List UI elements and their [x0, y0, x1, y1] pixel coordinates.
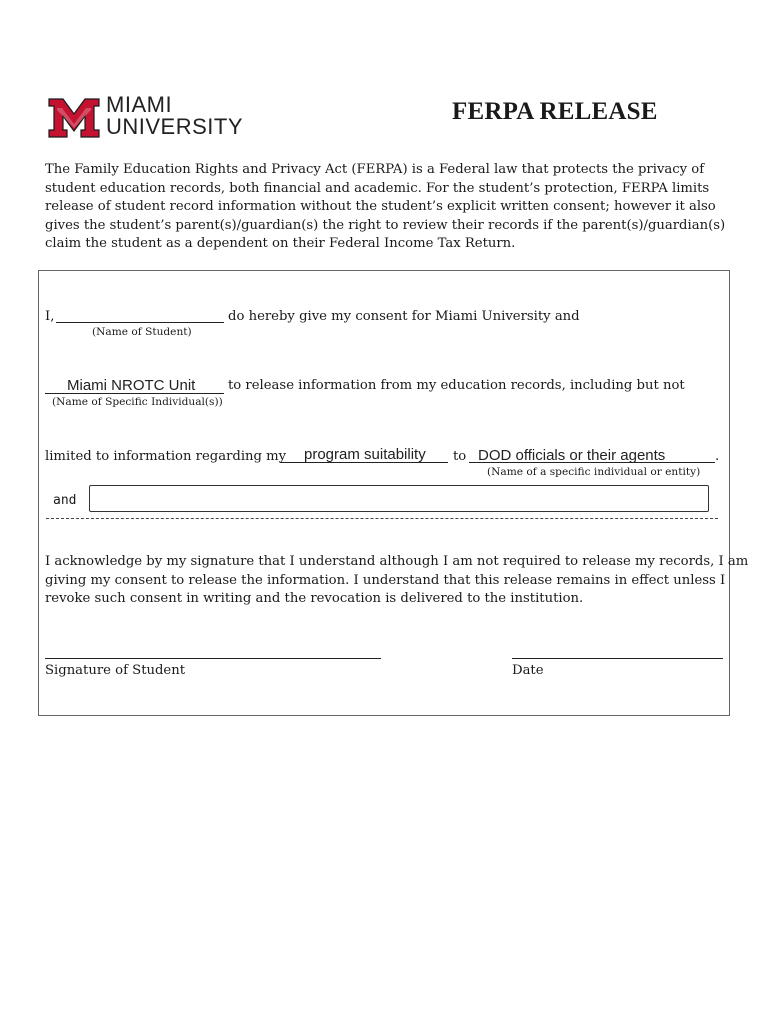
intro-paragraph [45, 161, 725, 254]
logo-text-university: UNIVERSITY [106, 114, 244, 139]
acknowledge-line: giving my consent to release the information. I understand that this release remains in effect unless I [45, 572, 726, 588]
student-name-caption: (Name of Student) [92, 326, 192, 338]
acknowledge-line: revoke such consent in writing and the revocation is delivered to the institution. [45, 591, 584, 607]
signature-label: Signature of Student [45, 663, 186, 678]
intro-line: student education records, both financial and academic. For the student’s protection, FERPA limits [45, 180, 710, 196]
line2-suffix: to release information from my education records, including but not [228, 378, 685, 393]
signature-field-line[interactable] [45, 658, 381, 659]
recipient-caption: (Name of a specific individual or entity) [487, 466, 701, 478]
intro-line: release of student record information without the student’s explicit written consent; however it also [45, 199, 716, 215]
date-label: Date [512, 663, 544, 678]
intro-line: claim the student as a dependent on their Federal Income Tax Return. [45, 236, 516, 252]
intro-line: The Family Education Rights and Privacy Act (FERPA) is a Federal law that protects the privacy of [45, 162, 705, 177]
acknowledgement-paragraph [45, 553, 748, 609]
student-name-field-line [56, 322, 224, 323]
intro-line: gives the student’s parent(s)/guardian(s) the right to review their records if the parent(s)/guardian(s) [45, 217, 726, 233]
recipient-field[interactable]: DOD officials or their agents [478, 447, 666, 464]
acknowledge-line: I acknowledge by my signature that I understand although I am not required to release my records, I am [45, 554, 749, 569]
individual-field[interactable]: Miami NROTC Unit [67, 377, 196, 394]
line3-prefix: limited to information regarding my [45, 449, 287, 464]
line1-prefix: I, [45, 309, 55, 324]
logo-text-miami: MIAMI [106, 92, 173, 117]
page-title: FERPA RELEASE [452, 98, 658, 125]
dashed-divider [46, 518, 718, 519]
miami-university-logo [48, 92, 248, 142]
line1-suffix: do hereby give my consent for Miami University and [228, 309, 580, 324]
individual-caption: (Name of Specific Individual(s)) [52, 396, 223, 408]
regarding-field[interactable]: program suitability [304, 446, 426, 463]
and-label: and [53, 493, 77, 508]
additional-recipient-input[interactable] [89, 485, 709, 512]
line3-to: to [453, 449, 467, 464]
date-field-line[interactable] [512, 658, 723, 659]
line3-period: . [715, 449, 720, 464]
miami-m-logo-icon [48, 98, 100, 138]
